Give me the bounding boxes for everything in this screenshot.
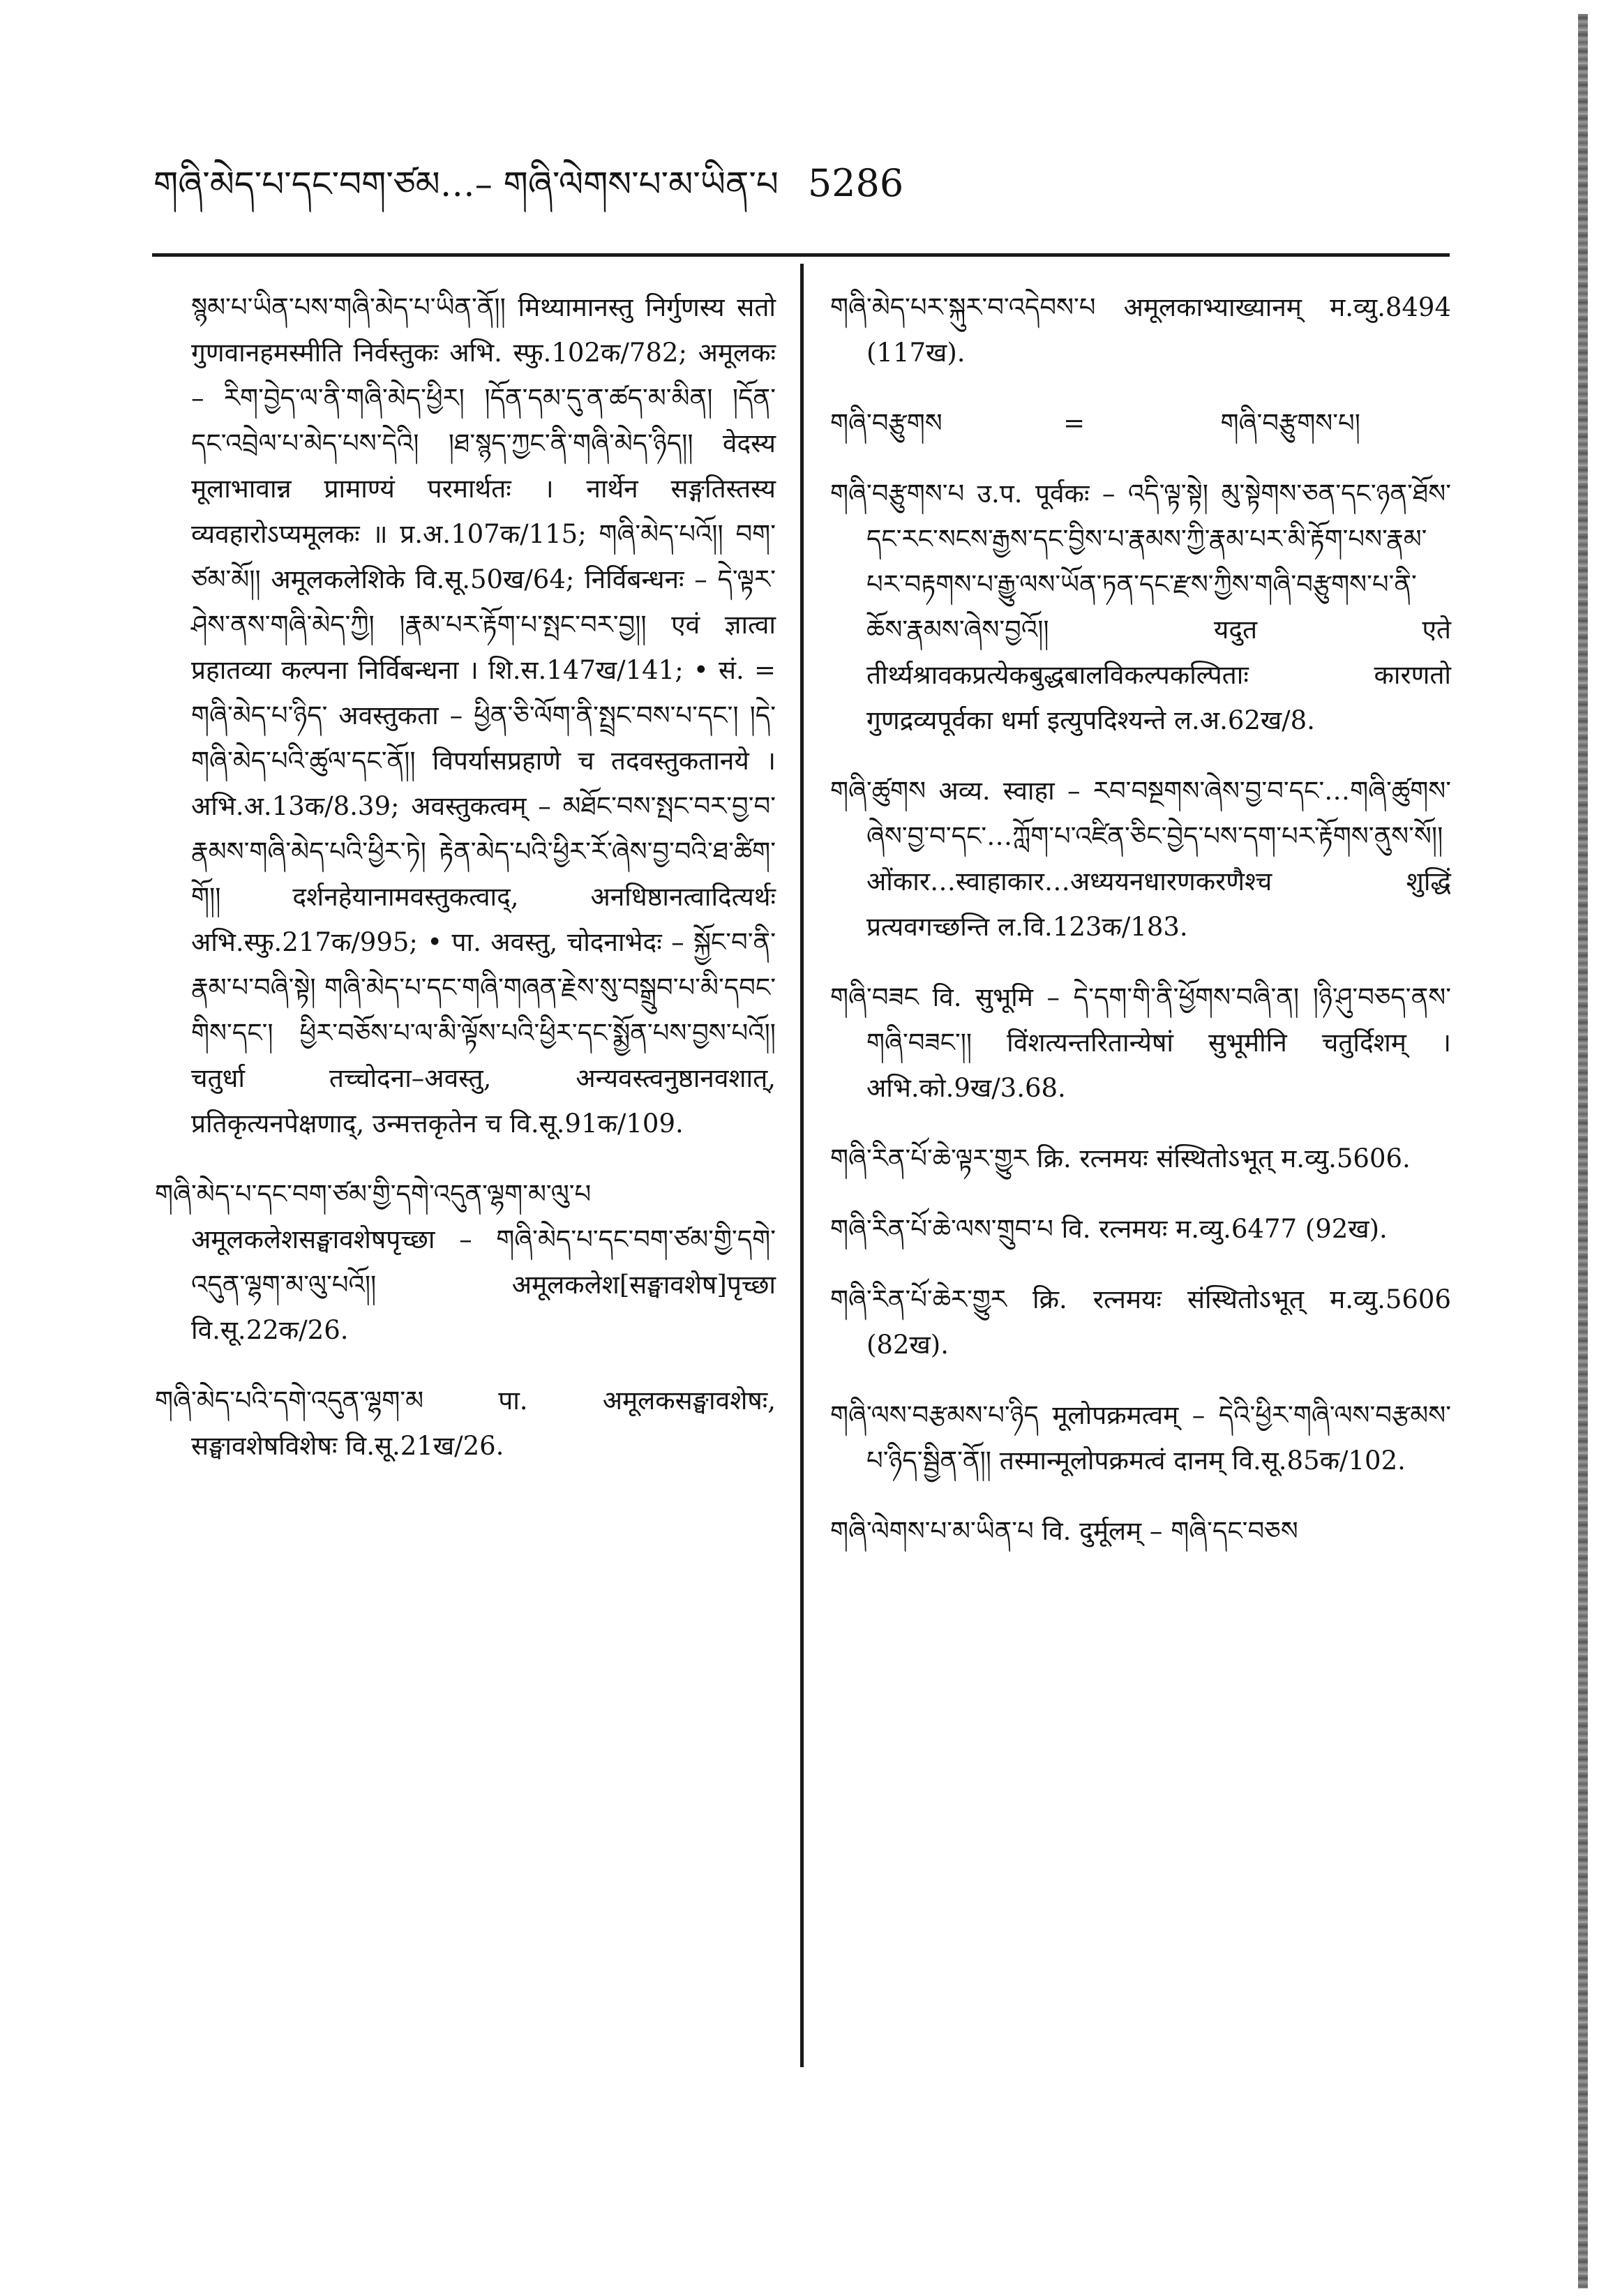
dictionary-entry: གཞི་བཟང वि. सुभूमि – དེ་དག་གི་ནི་ཕྱོགས་བཞི་ན། །ཉི་ཤུ་བཅད་ནས་གཞི་བཟང་།། विंशत्यन्तरितान्येषां सुभूमीनि चतुर्दिशम् । अभि.को.9ख/3.68. (830, 982, 1451, 1103)
header-rule (152, 253, 1450, 257)
page-number: 5286 (807, 161, 904, 205)
dictionary-entry: གཞི་རིན་པོ་ཆེ་ལྟར་གྱུར क्रि. रत्नमयः संस्थितोऽभूत् म.व्यु.5606. (830, 1143, 1411, 1173)
cross-reference-target: གཞི་བརྩུགས་པ། (1220, 408, 1360, 438)
dictionary-entry: སྙམ་པ་ཡིན་པས་གཞི་མེད་པ་ཡིན་ནོ།། मिथ्यामानस्तु निर्गुणस्य सतो गुणवानहमस्मीति निर्वस्तुकः अभि. स्फु.102क/782; अमूलकः – རིག་བྱེད་ལ་ནི་གཞི་མེད་ཕྱིར། །དོན་དམ་དུ་ན་ཚད་མ་མིན། །དོན་དང་འབྲེལ་པ་མེད་པས་དེའི། །ཐ་སྙད་ཀྱང་ནི་གཞི་མེད་ཉིད།། वेदस्य मूलाभावान्न प्रामाण्यं परमार्थतः । नार्थेन सङ्गतिस्तस्य व्यवहारोऽप्यमूलकः ॥ प्र.अ.107क/115; གཞི་མེད་པའོ།། བག་ཙམ་མོ།། अमूलकलेशिके वि.सू.50ख/64; निर्विबन्धनः – དེ་ལྟར་ཤེས་ནས་གཞི་མེད་ཀྱི། །རྣམ་པར་རྟོག་པ་སྤང་བར་བྱ།། एवं ज्ञात्वा प्रहातव्या कल्पना निर्विबन्धना । शि.स.147ख/141; • सं. = གཞི་མེད་པ་ཉིད་ अवस्तुकता – ཕྱིན་ཅི་ལོག་ནི་སྤྲང་བས་པ་དང་། །དེ་གཞི་མེད་པའི་ཚུལ་དང་ནོ།། विपर्यासप्रहाणे च तदवस्तुकतानये । अभि.अ.13क/8.39; अवस्तुकत्वम् – མཐོང་བས་སྤང་བར་བྱ་བ་རྣམས་གཞི་མེད་པའི་ཕྱིར་ཏེ། རྟེན་མེད་པའི་ཕྱིར་རོ་ཞེས་བྱ་བའི་ཐ་ཚིག་གོ།། दर्शनहेयानामवस्तुकत्वाद्, अनधिष्ठानत्वादित्यर्थः अभि.स्फु.217क/995; • पा. अवस्तु, चोदनाभेदः – སྐྱོང་བ་ནི་རྣམ་པ་བཞི་སྟེ། གཞི་མེད་པ་དང་གཞི་གཞན་རྗེས་སུ་བསྒྲུབ་པ་མི་དབང་གིས་དང་། ཕྱིར་བཅོས་པ་ལ་མི་ལྟོས་པའི་ཕྱིར་དང་སྨྱོན་པས་བྱས་པའོ།། चतुर्धा तच्चोदना–अवस्तु, अन्यवस्त्वनुष्ठानवशात्, प्रतिकृत्यनपेक्षणाद्, उन्मत्तकृतेन च वि.सू.91क/109. (191, 292, 776, 1139)
dictionary-entry: གཞི་མེད་པར་སྐུར་བ་འདེབས་པ अमूलकाभ्याख्यानम् म.व्यु.8494 (117ख). (830, 292, 1451, 368)
cross-reference-headword: གཞི་བརྩུགས (830, 408, 943, 438)
dictionary-entry: གཞི་ལས་བརྩམས་པ་ཉིད मूलोपक्रमत्वम् – དེའི་ཕྱིར་གཞི་ལས་བརྩམས་པ་ཉིད་སྦྱིན་ནོ།། तस्मान्मूलोपक्रमत्वं दानम् वि.सू.85क/102. (830, 1400, 1451, 1476)
cross-reference-entry: གཞི་བརྩུགས = གཞི་བརྩུགས་པ། (830, 400, 1451, 446)
scan-edge (1578, 14, 1588, 2288)
header-title: གཞི་མེད་པ་དང་བག་ཙམ…– གཞི་ལེགས་པ་མ་ཡིན་པ (153, 164, 779, 204)
left-column (155, 285, 776, 1494)
dictionary-entry: གཞི་རིན་པོ་ཆེ་ལས་གྲུབ་པ वि. रत्नमयः म.व्यु.6477 (92ख). (830, 1214, 1388, 1244)
right-column (830, 285, 1451, 1579)
dictionary-entry: གཞི་བརྩུགས་པ उ.प. पूर्वकः – འདི་ལྟ་སྟེ། མུ་སྟེགས་ཅན་དང་ཉན་ཐོས་དང་རང་སངས་རྒྱས་དང་བྱིས་པ་རྣམས་ཀྱི་རྣམ་པར་མི་རྟོག་པས་རྣམ་པར་བརྟགས་པ་རྒྱུ་ལས་ཡོན་ཏན་དང་རྫས་ཀྱིས་གཞི་བརྩུགས་པ་ནི་ཆོས་རྣམས་ཞེས་བྱའོ།། यदुत एते तीर्थ्यश्रावकप्रत्येकबुद्धबालविकल्पकल्पिताः कारणतो गुणद्रव्यपूर्वका धर्मा इत्युपदिश्यन्ते ल.अ.62ख/8. (830, 479, 1451, 735)
dictionary-entry: གཞི་མེད་པའི་དགེ་འདུན་ལྷག་མ पा. अमूलकसङ्घावशेषः, सङ्घावशेषविशेषः वि.सू.21ख/26. (155, 1386, 776, 1461)
dictionary-entry: གཞི་ཚུགས अव्य. स्वाहा – རབ་བསྔགས་ཞེས་བྱ་བ་དང་…གཞི་ཚུགས་ཞེས་བྱ་བ་དང་…ཀློག་པ་འཛིན་ཅིང་བྱེད་པས་དག་པར་རྟོགས་ནུས་སོ།། ओंकार…स्वाहाकार…अध्ययनधारणकरणैश्च शुद्धिं प्रत्यवगच्छन्ति ल.वि.123क/183. (830, 776, 1451, 942)
running-header (153, 152, 921, 215)
column-divider (800, 264, 804, 2067)
dictionary-entry: གཞི་ལེགས་པ་མ་ཡིན་པ वि. दुर्मूलम् – གཞི་དང་བཅས (830, 1516, 1298, 1546)
dictionary-entry: གཞི་མེད་པ་དང་བག་ཙམ་གྱི་དགེ་འདུན་ལྷག་མ་ལུ་པ अमूलकलेशसङ्घावशेषपृच्छा – གཞི་མེད་པ་དང་བག་ཙམ་གྱི་དགེ་འདུན་ལྷག་མ་ལུ་པའོ།། अमूलकलेश[सङ्घावशेष]पृच्छा वि.सू.22क/26. (155, 1179, 776, 1345)
dictionary-entry: གཞི་རིན་པོ་ཆེར་གྱུར क्रि. रत्नमयः संस्थितोऽभूत् म.व्यु.5606 (82ख). (830, 1284, 1451, 1360)
